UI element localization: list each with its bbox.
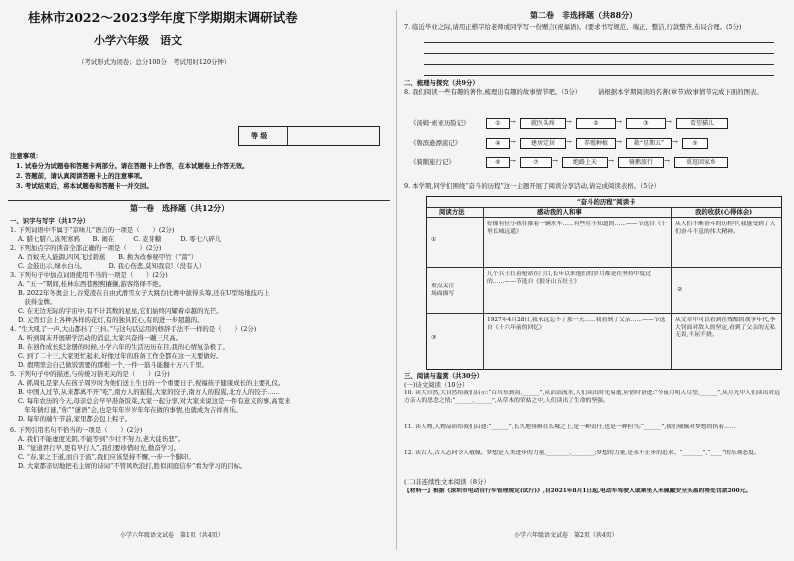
reading-card-table [426,196,782,370]
sub-nonlit: (二)非连续性文本阅读（8分） [404,478,490,486]
option-line: A. 我们不能虚度光阴,不能等到“少壮不努力,老大徒伤悲”。 [18,435,185,443]
option-line: C. “春,家之于道,而自于流”,我们应该坚持不懈,一步一个脚印。 [18,453,195,461]
option-line: A. 百蚁无人能御,四风飞过碧蕉 B. 换为改参秘甲竹（“箭”） [18,253,198,261]
table-cell: 从人们不断奋斗的历程中,我感受到了人们奋斗不息的伟大精神。 [675,221,776,235]
option-line: A. 腊七腊八,冻死寒鸦 B. 闹在 C. 麦芽糖 D. 零七八碎儿 [18,235,222,243]
q12: 12. 读古人,古人志向令人敬佩。梦想是人类进步的力量,________,________;梦想的力量,是永不止步的追求。“_______”,“____”的乐观态度。 [404,450,760,456]
q10: 10. 读大自然,大自然给我们启示:“百川东到海,______”,从滔滔流水,人们读出时光易逝,应借时奋进;“今夜月明人尽望,______”,从月光中人们读出对远方亲人的思念之情;“______,______”,从草木的荣枯之中,人们读出了生命的坚强。 [404,390,780,404]
section3-heading: 三、阅读与鉴赏（共30分） [404,372,484,380]
arrow-icon: → [616,118,622,126]
plot-node: ⑦ [520,157,552,168]
table-cell: 从文章中可以看到在残酷的战争年代,李大钊面对敌人的坚定,看到了父亲的无私无畏,不屈不挠。 [675,317,776,339]
option-line: D. 每年的端午节前,家里都会包上粽子。 [18,415,132,423]
table-cell: ② [677,287,683,293]
table-cell: ③ [431,335,437,341]
question-line: 3. 下列句子中加点词语使用不当的一项是（ ）(2分) [10,271,168,279]
table-rule [427,267,781,268]
arrow-icon: → [566,138,572,146]
option-line: 获得金牌。 [18,298,57,306]
option-line: B. 2022年冬奥会上,谷爱凌在自由式滑雪女子大跳台比赛中拔得头筹,还在U型场地技巧上 [18,289,270,297]
option-line: B. “觉道君行早,更有早行人”,我们要珍惜时光,勤奋学习。 [18,444,180,452]
grade-divider [287,127,288,145]
plot-node: ③ [626,118,666,129]
option-line: D. 元宵灯会上各种各样的花灯,有的独具匠心,有的进一步超越的。 [18,316,204,324]
book-title: 《骑鹅旅行记》 [410,158,455,166]
question-line: 1. 下列词语中不属于“京味儿”语言的一项是（ ）(2分) [10,226,175,234]
table-cell: ① [431,237,437,243]
part1-title: 第一卷 选择题（共12分） [130,203,230,213]
question-line: 2. 下列加点字的读音全部正确的一项是（ ）(2分) [10,244,162,252]
table-header: 我的收获(心得体会) [695,208,753,216]
q8: 8. 我们阅读一些有趣的著作,梳理出有趣的故事情节吧。（5分） [404,88,582,96]
book-title: 《鲁滨逊漂流记》 [410,139,462,147]
table-header: 感动我的人和事 [537,208,582,216]
section1-heading: 一、识字与写字（共17分） [10,217,90,225]
left-page [8,6,390,554]
page-footer-right: 小学六年级语文试卷 第2页（共4页） [514,532,618,539]
note-1: 1. 试卷分为试题卷和答题卡两部分。请在答题卡上作答，在本试题卷上作答无效。 [16,162,249,170]
grade-label: 等 级 [251,132,268,140]
exam-title: 桂林市2022～2023学年度下学期期末调研试卷 [28,10,298,25]
option-line: D. 大家都亲切地把毛主席的诗词“不管风吹浪打,胜似闲庭信步”看为学习的目标。 [18,462,247,470]
plot-node: 救“星期五” [626,138,672,149]
plot-node: ④ [486,138,510,149]
divider [8,200,390,201]
material-1: 【材料一】根据《深圳市电动自行车管理规定(试行)》,自2021年8月1日起,电动车驾驶人或乘坐人未佩戴安全头盔的将处罚款200元。 [404,488,752,494]
option-line: C. 金鼓出示,绿水白马。 D. 我心伤悲,莫知我哀!（没有人） [18,262,206,270]
option-line: C. 每年农历的今天,母亲总会早早准备饭菜,大家一起分享,对大家来说这是一件有意义的事,高宽来 [18,397,291,405]
option-line: C. 到了二十三,大家更忙起来,好像过年的准备工作全都在这一天要做好。 [18,352,223,360]
arrow-icon: → [510,138,516,146]
arrow-icon: → [566,118,572,126]
table-header: 阅读方法 [439,208,465,216]
arrow-icon: → [672,138,678,146]
note-2: 2. 答题前，请认真阅读答题卡上的注意事项。 [16,172,147,180]
option-line: C. 在无边无际的宇宙中,有不计其数的星星,它们始终闪耀着卓越的光芒。 [18,307,223,315]
option-line: D. 假期里会自己做饭需要的那根一个,一件一筋斗能翻十万八千里。 [18,361,208,369]
plot-node: 绝路上天 [562,157,608,168]
plot-node: 骑鹅旅行 [618,157,664,168]
q8-note: 请根据本学期阅读的名著(章节)故事情节完成下面的图表。 [598,88,763,96]
q7: 7. 临近毕业之际,请用正楷字给老师或同学写一份赠言(祝福语)。(要求书写规范、端正、整洁,行款整齐,布局合理。(5分) [404,23,742,31]
table-col-divider [671,207,672,369]
grade-box [238,126,380,146]
plot-node: 重返回家乡 [674,157,728,168]
writing-line [424,64,774,65]
arrow-icon: → [510,157,516,165]
table-cell: 重点关注 场面描写 [431,283,455,297]
note-3: 3. 考试结束后，将本试题卷和答题卡一并交回。 [16,182,153,190]
plot-node: 看望猫儿 [676,118,728,129]
arrow-icon: → [666,118,672,126]
arrow-icon: → [552,157,558,165]
table-rule [427,217,781,218]
option-line: A. 抓周礼是家人在孩子周岁时为他们送上生日的一个重要日子,祝福孩子健康成长的主要礼仪。 [18,379,285,387]
arrow-icon: → [510,118,516,126]
table-col-divider [483,207,484,369]
question-line: 6. 下列引用名句不恰当的一项是（ ）(2分) [10,426,143,434]
writing-line [424,53,774,54]
plot-node: 就医头疼 [520,118,566,129]
plot-node: ⑥ [486,157,510,168]
question-line: 4. “生大吼了一声,大山都抖了三抖。”与这句话运用的修辞手法不一样的是（ ）(2分) [10,325,257,333]
table-cell: 好像有位小孩在推着一辆水车……有些在不知道的……——节选自《千里长城远遥》 [487,221,667,235]
sub-reading: (一)诗文阅读（10分） [404,381,469,389]
arrow-icon: → [664,157,670,165]
arrow-icon: → [608,157,614,165]
question-line: 5. 下列句子中的描述,与传统习俗无关的是（ ）(2分) [10,370,170,378]
part2-title: 第二卷 非选择题（共88分） [530,10,638,20]
plot-node: 建房定居 [520,138,566,149]
book-title: 《汤姆·索亚历险记》 [410,119,470,127]
notes-title: 注意事项： [10,152,42,160]
exam-subtitle: 小学六年级 语文 [94,34,182,47]
table-cell: 1927年4月28日,我永远忘不了那一天……我看到了父亲……——节选自《十六年前的回忆》 [487,317,666,331]
right-page [402,6,786,554]
page-footer-left: 小学六年级语文试卷 第1页（共4页） [120,532,224,539]
arrow-icon: → [616,138,622,146]
table-title: “奋斗的历程”阅读卡 [577,198,636,206]
option-line: A. “五一”期间,桂林东西巷熙熙攘攘,游客络绎不绝。 [18,280,166,288]
plot-node: ② [576,118,616,129]
page-gutter [396,10,397,550]
table-cell: 几个兵士扛着枪站在门口,长年以来他们的岁月都是在坚持中度过的……——节选自《狼牙山五壮士》 [487,271,652,285]
q11: 11. 读人物,人物品质给我们启迪:“______”,长久地徘徊在长城之上,是一种责任,也是一种担当;“______”,我们敬佩对梦想的执着…… [404,424,736,430]
writing-line [424,75,774,76]
option-line: A. 听到周末开展研学活动的消息,大家兴奋得一蹦三尺高。 [18,334,183,342]
option-line: 年年猜灯谜,“你”“谜语”会,也是年年岁岁年年在做的事情,也就成为吉祥喜乐。 [18,406,242,414]
option-line: B. 在创作成长纪念册的时候,小学六年的生活历历在目,我的心情复杂极了。 [18,343,229,351]
plot-node: 养殖种植 [576,138,616,149]
section2-heading: 二、梳理与探究（共9分） [404,79,479,87]
plot-node: ① [486,118,510,129]
plot-node: ⑤ [682,138,708,149]
option-line: B. 中国人过节,从来都离不开“吃”,南方人的猩猩,大家的饺子,南方人的猩猩,北方人的饺子…… [18,388,280,396]
exam-info: （考试形式为闭卷；总分100分 考试用时120分钟） [78,58,231,66]
writing-line [424,42,774,43]
q9: 9. 本学期,同学们围绕“奋斗的历程”这一主题开展了阅读分享活动,请完成阅读表格。（5分） [404,182,661,190]
table-rule [427,313,781,314]
